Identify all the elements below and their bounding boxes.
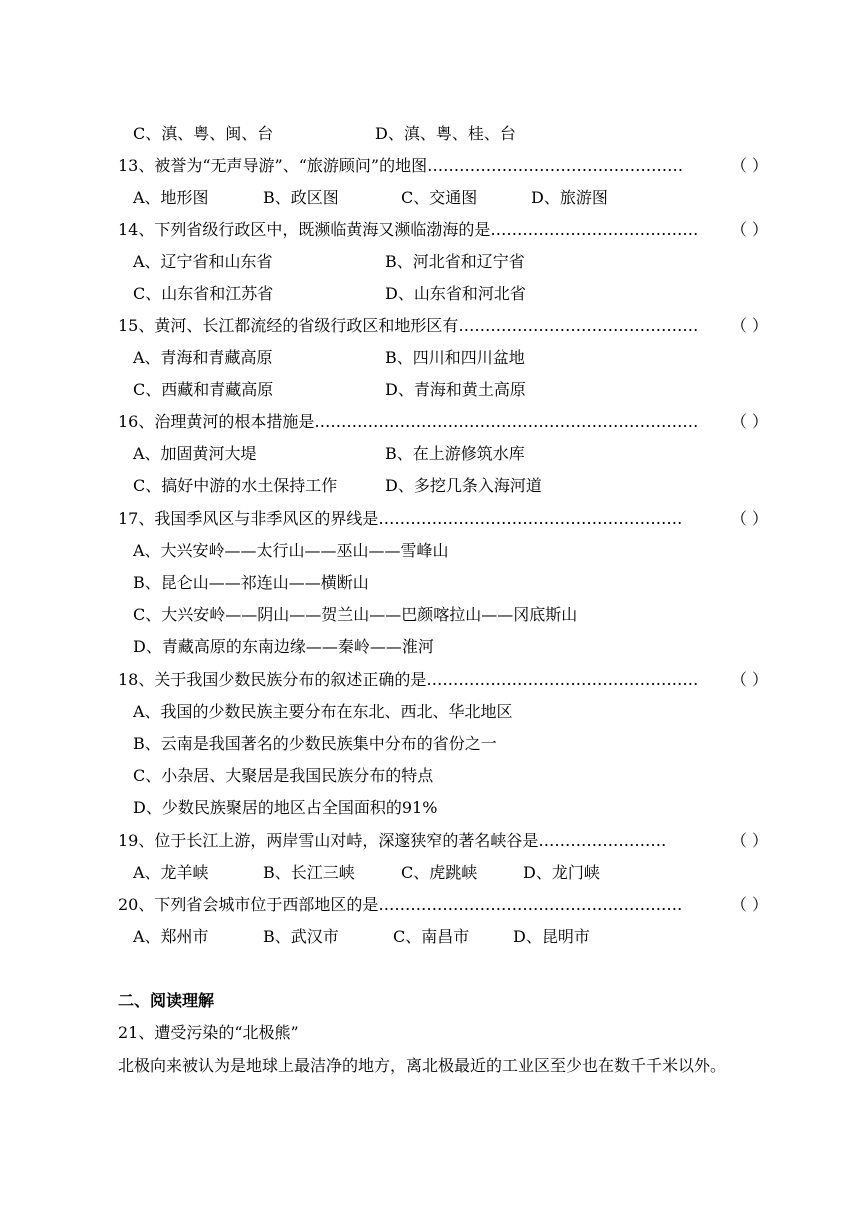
question-18 [118, 664, 768, 696]
question-15 [118, 310, 768, 342]
q14-options-row2 [133, 278, 783, 310]
answer-bracket: （ ） [730, 156, 768, 175]
option-b: B、河北省和辽宁省 [385, 252, 525, 271]
option-b: B、昆仑山——祁连山——横断山 [133, 573, 369, 592]
option-d: D、昆明市 [513, 927, 590, 946]
option-d: D、滇、粤、桂、台 [375, 124, 516, 143]
option-a: A、地形图 [133, 188, 209, 207]
q19-options [133, 857, 783, 889]
question-stem: 14、下列省级行政区中，既濒临黄海又濒临渤海的是………………………………… [118, 220, 699, 239]
answer-bracket: （ ） [730, 670, 768, 689]
option-a: A、我国的少数民族主要分布在东北、西北、华北地区 [133, 702, 513, 721]
option-c: C、山东省和江苏省 [133, 284, 274, 303]
q15-options-row2 [133, 374, 783, 406]
option-a: A、辽宁省和山东省 [133, 252, 273, 271]
q16-options-row1 [133, 438, 783, 470]
answer-bracket: （ ） [730, 316, 768, 335]
option-d: D、多挖几条入海河道 [385, 476, 542, 495]
option-b: B、在上游修筑水库 [385, 444, 525, 463]
option-a: A、加固黄河大堤 [133, 444, 257, 463]
option-d: D、龙门峡 [523, 863, 600, 882]
q15-options-row1 [133, 342, 783, 374]
option-c: C、虎跳峡 [401, 863, 478, 882]
option-c: C、交通图 [401, 188, 478, 207]
question-20 [118, 889, 768, 921]
q16-options-row2 [133, 470, 783, 502]
question-stem: 20、下列省会城市位于西部地区的是………………………………………………… [118, 895, 683, 914]
q20-options [133, 921, 783, 953]
answer-bracket: （ ） [730, 509, 768, 528]
answer-bracket: （ ） [730, 412, 768, 431]
option-d: D、青海和黄土高原 [385, 380, 526, 399]
option-d: D、旅游图 [531, 188, 608, 207]
option-c: C、西藏和青藏高原 [133, 380, 274, 399]
option-a: A、大兴安岭——太行山——巫山——雪峰山 [133, 541, 449, 560]
question-21-title: 21、遭受污染的“北极熊” [118, 1023, 299, 1042]
option-c: C、小杂居、大聚居是我国民族分布的特点 [133, 766, 434, 785]
option-c: C、滇、粤、闽、台 [133, 124, 274, 143]
option-c: C、搞好中游的水土保持工作 [133, 476, 338, 495]
option-a: A、郑州市 [133, 927, 209, 946]
q12-options [133, 118, 783, 150]
answer-bracket: （ ） [730, 895, 768, 914]
option-b: B、四川和四川盆地 [385, 348, 525, 367]
option-c: C、大兴安岭——阴山——贺兰山——巴颜喀拉山——冈底斯山 [133, 605, 578, 624]
option-b: B、长江三峡 [263, 863, 355, 882]
question-stem: 19、位于长江上游，两岸雪山对峙，深邃狭窄的著名峡谷是…………………… [118, 831, 667, 850]
option-d: D、山东省和河北省 [385, 284, 526, 303]
q14-options-row1 [133, 246, 783, 278]
question-14 [118, 214, 768, 246]
answer-bracket: （ ） [730, 220, 768, 239]
question-19 [118, 825, 768, 857]
answer-bracket: （ ） [730, 831, 768, 850]
question-17 [118, 503, 768, 535]
option-b: B、云南是我国著名的少数民族集中分布的省份之一 [133, 734, 497, 753]
question-stem: 13、被誉为“无声导游”、“旅游顾问”的地图………………………………………… [118, 156, 684, 175]
section-heading: 二、阅读理解 [118, 991, 215, 1010]
question-stem: 15、黄河、长江都流经的省级行政区和地形区有……………………………………… [118, 316, 699, 335]
q13-options [133, 182, 783, 214]
option-d: D、青藏高原的东南边缘——秦岭——淮河 [133, 637, 434, 656]
option-b: B、武汉市 [263, 927, 339, 946]
option-a: A、龙羊峡 [133, 863, 209, 882]
question-21-text: 北极向来被认为是地球上最洁净的地方，离北极最近的工业区至少也在数千千米以外。 [118, 1056, 727, 1075]
option-a: A、青海和青藏高原 [133, 348, 273, 367]
question-16 [118, 406, 768, 438]
option-b: B、政区图 [263, 188, 339, 207]
question-13 [118, 150, 768, 182]
option-c: C、南昌市 [393, 927, 470, 946]
question-stem: 18、关于我国少数民族分布的叙述正确的是…………………………………………… [118, 670, 699, 689]
question-stem: 17、我国季风区与非季风区的界线是………………………………………………… [118, 509, 683, 528]
question-stem: 16、治理黄河的根本措施是……………………………………………………………… [118, 412, 699, 431]
option-d: D、少数民族聚居的地区占全国面积的91% [133, 798, 438, 817]
